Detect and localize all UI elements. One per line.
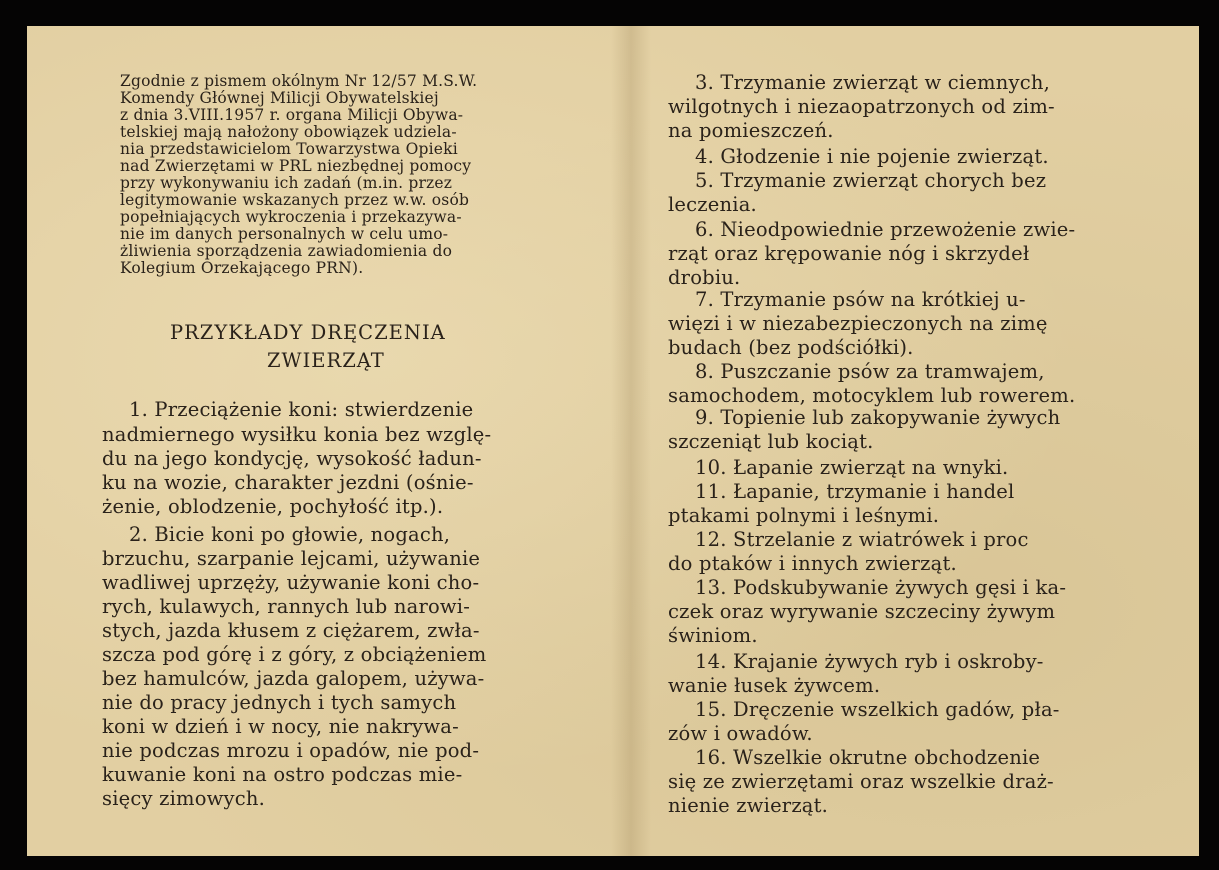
notice-line: z dnia 3.VIII.1957 r. organa Milicji Obywa- <box>120 106 464 124</box>
example-line: czek oraz wyrywanie szczeciny żywym <box>668 600 1056 623</box>
notice-line: popełniających wykroczenia i przekazywa- <box>120 208 462 226</box>
example-line: du na jego kondycję, wysokość ładun- <box>102 447 482 470</box>
example-line: 12. Strzelanie z wiatrówek i proc <box>695 528 1029 551</box>
example-line: nie podczas mrozu i opadów, nie pod- <box>102 739 480 762</box>
example-line: 5. Trzymanie zwierząt chorych bez <box>695 169 1047 192</box>
example-line: nienie zwierząt. <box>668 794 829 817</box>
example-line: 3. Trzymanie zwierząt w ciemnych, <box>695 71 1051 94</box>
example-line: kuwanie koni na ostro podczas mie- <box>102 763 463 786</box>
example-line: 15. Dręczenie wszelkich gadów, pła- <box>695 698 1060 721</box>
example-line: na pomieszczeń. <box>668 119 834 142</box>
example-line: świniom. <box>668 624 758 647</box>
notice-line: Kolegium Orzekającego PRN). <box>120 259 364 277</box>
notice-line: nia przedstawicielom Towarzystwa Opieki <box>120 140 458 158</box>
notice-line: przy wykonywaniu ich zadań (m.in. przez <box>120 174 453 192</box>
example-line: 13. Podskubywanie żywych gęsi i ka- <box>695 576 1067 599</box>
leaflet-card <box>27 26 1199 856</box>
notice-line: nad Zwierzętami w PRL niezbędnej pomocy <box>120 157 472 175</box>
example-line: wilgotnych i niezaopatrzonych od zim- <box>668 95 1055 118</box>
example-line: szcza pod górę i z góry, z obciążeniem <box>102 643 487 666</box>
example-line: nadmiernego wysiłku konia bez wzglę- <box>102 423 492 446</box>
example-line: 8. Puszczanie psów za tramwajem, <box>695 360 1045 383</box>
example-line: 2. Bicie koni po głowie, nogach, <box>129 523 451 546</box>
section-heading: ZWIERZĄT <box>267 349 385 372</box>
example-line: stych, jazda kłusem z ciężarem, zwła- <box>102 619 480 642</box>
example-line: leczenia. <box>668 193 757 216</box>
notice-line: nie im danych personalnych w celu umo- <box>120 225 449 243</box>
example-line: do ptaków i innych zwierząt. <box>668 552 957 575</box>
example-line: ptakami polnymi i leśnymi. <box>668 504 940 527</box>
example-line: bez hamulców, jazda galopem, używa- <box>102 667 485 690</box>
example-line: szczeniąt lub kociąt. <box>668 430 874 453</box>
example-line: więzi i w niezabezpieczonych na zimę <box>668 312 1048 335</box>
example-line: 16. Wszelkie okrutne obchodzenie <box>695 746 1041 769</box>
example-line: 6. Nieodpowiednie przewożenie zwie- <box>695 218 1076 241</box>
notice-line: legitymowanie wskazanych przez w.w. osób <box>120 191 470 209</box>
example-line: budach (bez podściółki). <box>668 336 914 359</box>
example-line: koni w dzień i w nocy, nie nakrywa- <box>102 715 459 738</box>
notice-line: telskiej mają nałożony obowiązek udziela- <box>120 123 457 141</box>
example-line: wanie łusek żywcem. <box>668 674 881 697</box>
section-heading: PRZYKŁADY DRĘCZENIA <box>170 321 446 344</box>
example-line: 9. Topienie lub zakopywanie żywych <box>695 406 1061 429</box>
center-fold <box>611 26 651 856</box>
example-line: 10. Łapanie zwierząt na wnyki. <box>695 456 1009 479</box>
notice-line: Zgodnie z pismem okólnym Nr 12/57 M.S.W. <box>120 72 478 90</box>
example-line: nie do pracy jednych i tych samych <box>102 691 457 714</box>
example-line: 14. Krajanie żywych ryb i oskroby- <box>695 650 1044 673</box>
example-line: 7. Trzymanie psów na krótkiej u- <box>695 288 1026 311</box>
example-line: brzuchu, szarpanie lejcami, używanie <box>102 547 481 570</box>
example-line: 4. Głodzenie i nie pojenie zwierząt. <box>695 145 1049 168</box>
example-line: żenie, oblodzenie, pochyłość itp.). <box>102 495 444 518</box>
example-line: zów i owadów. <box>668 722 813 745</box>
notice-line: żliwienia sporządzenia zawiadomienia do <box>120 242 453 260</box>
example-line: 1. Przeciążenie koni: stwierdzenie <box>129 398 474 421</box>
example-line: samochodem, motocyklem lub rowerem. <box>668 384 1076 407</box>
example-line: rząt oraz krępowanie nóg i skrzydeł <box>668 242 1030 265</box>
example-line: rych, kulawych, rannych lub narowi- <box>102 595 471 618</box>
example-line: sięcy zimowych. <box>102 787 266 810</box>
example-line: się ze zwierzętami oraz wszelkie draż- <box>668 770 1054 793</box>
example-line: 11. Łapanie, trzymanie i handel <box>695 480 1015 503</box>
example-line: drobiu. <box>668 266 741 289</box>
example-line: ku na wozie, charakter jezdni (ośnie- <box>102 471 474 494</box>
example-line: wadliwej uprzęży, używanie koni cho- <box>102 571 480 594</box>
notice-line: Komendy Głównej Milicji Obywatelskiej <box>120 89 439 107</box>
